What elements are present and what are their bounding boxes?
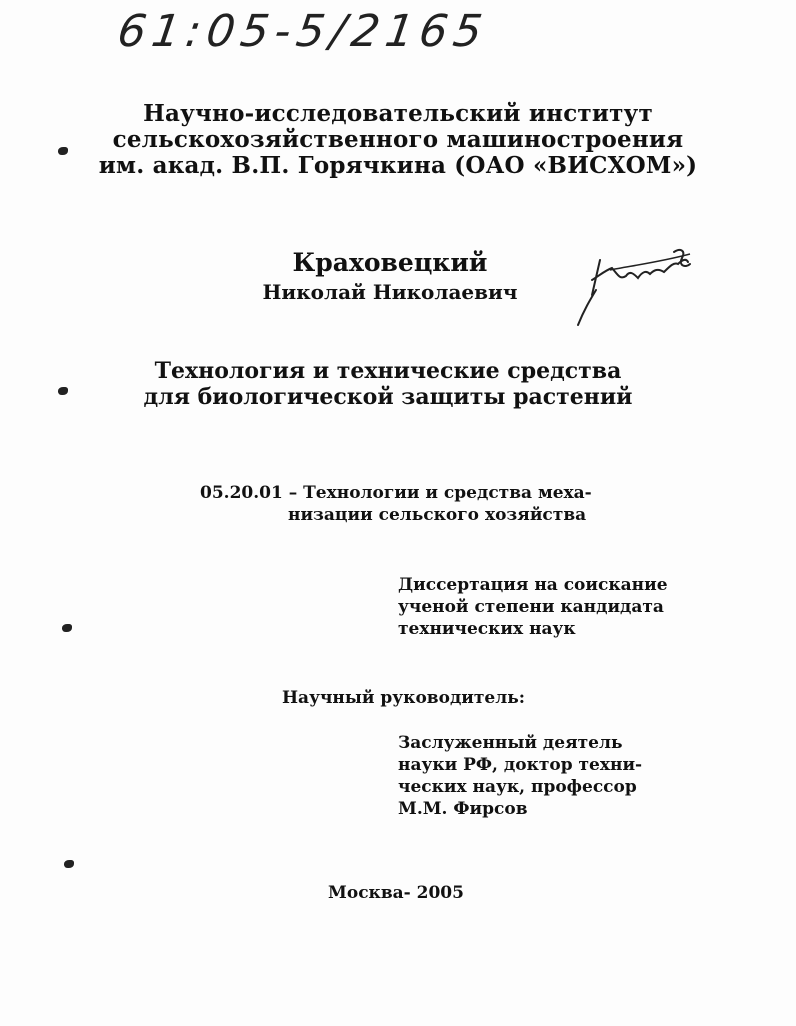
supervisor-line-4: М.М. Фирсов: [398, 799, 528, 819]
institute-line-1: Научно-исследовательский институт: [143, 100, 653, 127]
dissertation-line-2: ученой степени кандидата: [398, 597, 664, 617]
handwritten-catalog-number: 61:05-5/2165: [114, 6, 492, 57]
author-surname: Краховецкий: [292, 248, 488, 277]
supervisor-line-2: науки РФ, доктор техни-: [398, 755, 643, 775]
thesis-title-line-1: Технология и технические средства: [154, 358, 622, 384]
author-signature: [570, 240, 700, 330]
binding-hole-mark: [58, 147, 68, 155]
dissertation-line-1: Диссертация на соискание: [398, 575, 668, 595]
binding-hole-mark: [58, 387, 68, 395]
institute-line-3: им. акад. В.П. Горячкина (ОАО «ВИСХОМ»): [98, 152, 698, 179]
thesis-title-line-2: для биологической защиты растений: [143, 384, 633, 410]
specialty-line-1: 05.20.01 – Технологии и средства меха-: [200, 483, 592, 503]
author-name: Николай Николаевич: [262, 280, 518, 304]
supervisor-label: Научный руководитель:: [282, 688, 526, 708]
supervisor-line-1: Заслуженный деятель: [398, 733, 623, 753]
city-year: Москва- 2005: [328, 883, 464, 903]
dissertation-line-3: технических наук: [398, 619, 576, 639]
binding-hole-mark: [62, 624, 72, 632]
supervisor-line-3: ческих наук, профессор: [398, 777, 637, 797]
specialty-line-2: низации сельского хозяйства: [288, 505, 587, 525]
institute-line-2: сельскохозяйственного машиностроения: [112, 126, 684, 153]
binding-hole-mark: [64, 860, 74, 868]
